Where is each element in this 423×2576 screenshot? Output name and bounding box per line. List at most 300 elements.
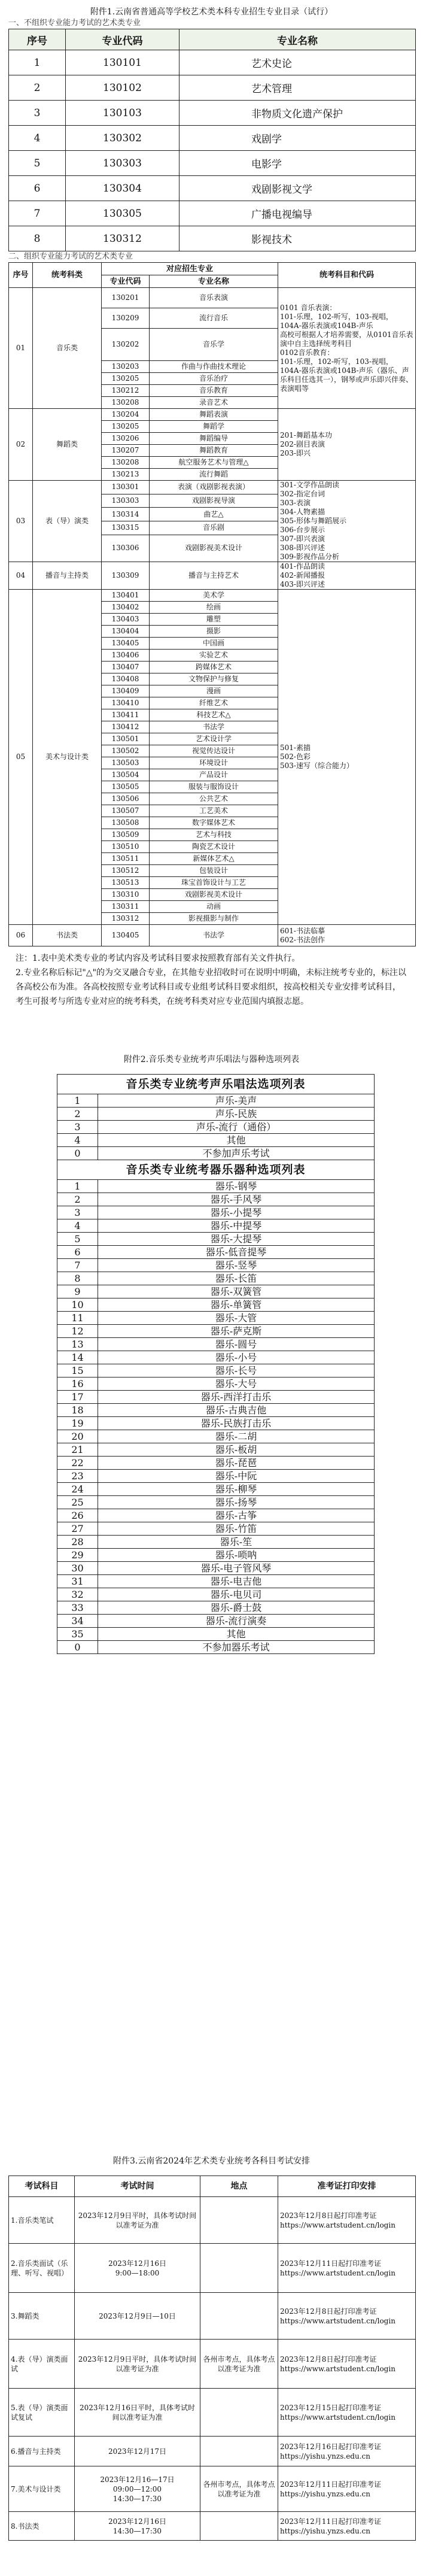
- table-header-row: [9, 2176, 416, 2197]
- major-code: 130303: [66, 151, 179, 176]
- option-no: 15: [57, 1364, 98, 1377]
- list-item: [57, 1430, 375, 1443]
- group-no: 01: [9, 288, 33, 409]
- major-code: 130206: [102, 433, 150, 445]
- major-code: 130504: [102, 769, 150, 781]
- table-row: [9, 50, 416, 75]
- major-name: 漫画: [150, 685, 278, 697]
- option-no: 19: [57, 1417, 98, 1430]
- list-item: [57, 1094, 375, 1108]
- exam-majors-table: [8, 262, 416, 946]
- option-name: 器乐-中阮: [98, 1470, 375, 1483]
- major-name: 美术学: [150, 590, 278, 602]
- table-row: [9, 176, 416, 201]
- major-code: 130208: [102, 397, 150, 409]
- major-name: 音乐学: [150, 329, 278, 361]
- list-item: [57, 1351, 375, 1364]
- group-no: 05: [9, 590, 33, 925]
- table-row: [9, 2466, 416, 2512]
- list-item: [57, 1628, 375, 1641]
- major-name: 新媒体艺术△: [150, 853, 278, 865]
- option-no: 0: [57, 1641, 98, 1654]
- option-name: 器乐-流行演奏: [98, 1615, 375, 1628]
- major-code: 130101: [66, 50, 179, 75]
- exam-subjects: 401-作品朗读 402-新闻播报 403-即兴评述: [278, 562, 416, 590]
- major-code: 130506: [102, 793, 150, 805]
- major-code: 130507: [102, 805, 150, 817]
- admission-ticket: 2023年12月8日起打印准考证 https://www.artstudent.cn/login: [278, 2293, 416, 2340]
- exam-subject: 8.书法类: [9, 2512, 75, 2541]
- table-row: [9, 101, 416, 126]
- list-item: [57, 1180, 375, 1193]
- group-no: 02: [9, 409, 33, 481]
- list-item: [57, 1615, 375, 1628]
- option-no: 7: [57, 1259, 98, 1272]
- major-name: 戏剧影视美术设计: [150, 889, 278, 901]
- list-item: [57, 1312, 375, 1325]
- major-name: 书法学: [150, 721, 278, 733]
- option-name: 器乐-古典吉他: [98, 1404, 375, 1417]
- major-name: 戏剧学: [179, 126, 416, 151]
- header-admission-ticket: 准考证打印安排: [278, 2176, 416, 2197]
- exam-place: [200, 2437, 278, 2466]
- major-name: 公共艺术: [150, 793, 278, 805]
- admission-ticket: 2023年12月8日起打印准考证 https://www.artstudent.cn/login: [278, 2340, 416, 2389]
- major-name: 播音与主持艺术: [150, 562, 278, 590]
- major-name: 流行舞蹈: [150, 469, 278, 481]
- list-item: [57, 1233, 375, 1246]
- major-name: 作曲与作曲技术理论: [150, 361, 278, 373]
- option-no: 18: [57, 1404, 98, 1417]
- major-code: 130503: [102, 757, 150, 769]
- list-item: [57, 1134, 375, 1147]
- major-code: 130203: [102, 361, 150, 373]
- row-no: 5: [9, 151, 66, 176]
- major-code: 130102: [66, 75, 179, 101]
- part-2-label: 二、组织专业能力考试的艺术类专业: [8, 252, 133, 261]
- option-no: 17: [57, 1391, 98, 1404]
- header-exam: 统考科目和代码: [278, 263, 416, 288]
- major-name: 舞蹈学: [150, 421, 278, 433]
- exam-time: 2023年12月16日 14:30—17:30: [75, 2512, 200, 2541]
- option-no: 25: [57, 1496, 98, 1509]
- list-item: [57, 1536, 375, 1549]
- major-name: 包装设计: [150, 865, 278, 877]
- table-row: [9, 2340, 416, 2389]
- major-code: 130303: [102, 494, 150, 508]
- major-code: 130411: [102, 709, 150, 721]
- major-name: 舞蹈编导: [150, 433, 278, 445]
- header-name: 专业名称: [150, 275, 278, 288]
- exam-category: 书法类: [33, 925, 102, 946]
- major-code: 130213: [102, 469, 150, 481]
- row-no: 8: [9, 226, 66, 251]
- major-code: 130315: [102, 521, 150, 535]
- major-code: 130301: [102, 481, 150, 494]
- option-name: 器乐-钢琴: [98, 1180, 375, 1193]
- table-row: [9, 590, 416, 602]
- major-code: 130205: [102, 421, 150, 433]
- list-item: [57, 1588, 375, 1601]
- option-no: 28: [57, 1536, 98, 1549]
- exam-time: 2023年12月17日: [75, 2437, 200, 2466]
- option-no: 2: [57, 1108, 98, 1121]
- major-name: 珠宝首饰设计与工艺: [150, 877, 278, 889]
- major-code: 130204: [102, 409, 150, 421]
- option-name: 器乐-手风琴: [98, 1193, 375, 1206]
- list-item: [57, 1272, 375, 1285]
- option-no: 3: [57, 1206, 98, 1219]
- admission-ticket: 2023年12月15日起打印准考证 https://www.artstudent.cn/login: [278, 2389, 416, 2437]
- option-name: 器乐-琵琶: [98, 1457, 375, 1470]
- option-no: 1: [57, 1180, 98, 1193]
- exam-subject: 2.音乐类面试（乐理、听写、视唱）: [9, 2244, 75, 2293]
- table-row: [9, 2293, 416, 2340]
- major-code: 130208: [102, 457, 150, 469]
- exam-time: 2023年12月9日平时，具体考试时间以准考证为准: [75, 2197, 200, 2244]
- major-name: 雕塑: [150, 614, 278, 626]
- option-name: 器乐-长笛: [98, 1272, 375, 1285]
- table-row: [9, 2197, 416, 2244]
- group-no: 04: [9, 562, 33, 590]
- major-code: 130311: [102, 901, 150, 913]
- major-code: 130103: [66, 101, 179, 126]
- major-name: 科技艺术△: [150, 709, 278, 721]
- major-name: 舞蹈教育: [150, 445, 278, 457]
- table-row: [9, 409, 416, 421]
- major-code: 130509: [102, 829, 150, 841]
- exam-subjects: 601-书法临摹 602-书法创作: [278, 925, 416, 946]
- exam-subjects: 301-文学作品朗读 302-指定台词 303-表演 304-人物素描 305-形体与舞蹈展示 306-台步展示 307-即兴表演 308-即兴评述 309-影视作品分析: [278, 481, 416, 562]
- admission-ticket: 2023年12月11日起打印准考证 https://yishu.ynzs.edu.cn: [278, 2512, 416, 2541]
- major-code: 130409: [102, 685, 150, 697]
- option-no: 22: [57, 1457, 98, 1470]
- list-item: [57, 1496, 375, 1509]
- option-no: 35: [57, 1628, 98, 1641]
- option-no: 5: [57, 1233, 98, 1246]
- option-name: 器乐-电子管风琴: [98, 1562, 375, 1575]
- major-name: 中国画: [150, 638, 278, 650]
- exam-subjects: 0101 音乐表演： 101-乐理，102-听写，103-视唱，104A-器乐表演或104B-声乐 高校可根据人才培养需要，从0101音乐表演中自主选择统考科目 0102音乐教育： 101-乐理，102-听写，103-视唱，104A-器乐表演或104B-声乐（器乐、声乐科目任选其一），钢琴或声乐即兴伴奏、表演唱等: [278, 288, 416, 409]
- option-name: 器乐-圆号: [98, 1338, 375, 1351]
- exam-category: 表（导）演类: [33, 481, 102, 562]
- row-no: 6: [9, 176, 66, 201]
- header-category: 统考科类: [33, 263, 102, 288]
- list-item: [57, 1470, 375, 1483]
- major-name: 非物质文化遗产保护: [179, 101, 416, 126]
- list-item: [57, 1404, 375, 1417]
- list-item: [57, 1483, 375, 1496]
- option-name: 器乐-古筝: [98, 1509, 375, 1522]
- list-item: [57, 1193, 375, 1206]
- block-header-row: [57, 1075, 375, 1094]
- option-name: 器乐-长号: [98, 1364, 375, 1377]
- header-subject: 考试科目: [9, 2176, 75, 2197]
- major-code: 130305: [66, 201, 179, 226]
- option-name: 器乐-双簧管: [98, 1285, 375, 1298]
- major-name: 录音艺术: [150, 397, 278, 409]
- major-code: 130212: [102, 385, 150, 397]
- major-code: 130404: [102, 626, 150, 638]
- option-name: 器乐-低音提琴: [98, 1246, 375, 1259]
- list-item: [57, 1147, 375, 1160]
- group-no: 06: [9, 925, 33, 946]
- major-name: 绘画: [150, 602, 278, 614]
- list-item: [57, 1364, 375, 1377]
- option-name: 器乐-中提琴: [98, 1219, 375, 1233]
- major-code: 130502: [102, 745, 150, 757]
- major-name: 艺术史论: [179, 50, 416, 75]
- list-item: [57, 1601, 375, 1615]
- major-code: 130312: [66, 226, 179, 251]
- major-code: 130209: [102, 308, 150, 329]
- option-no: 12: [57, 1325, 98, 1338]
- option-no: 13: [57, 1338, 98, 1351]
- option-no: 10: [57, 1298, 98, 1312]
- row-no: 1: [9, 50, 66, 75]
- option-no: 34: [57, 1615, 98, 1628]
- option-no: 9: [57, 1285, 98, 1298]
- row-no: 7: [9, 201, 66, 226]
- list-item: [57, 1509, 375, 1522]
- major-code: 130401: [102, 590, 150, 602]
- option-no: 3: [57, 1121, 98, 1134]
- major-code: 130505: [102, 781, 150, 793]
- exam-place: [200, 2244, 278, 2293]
- major-name: 曲艺△: [150, 508, 278, 521]
- major-name: 产品设计: [150, 769, 278, 781]
- part-1-label: 一、不组织专业能力考试的艺术类专业: [8, 19, 141, 28]
- major-name: 服装与服饰设计: [150, 781, 278, 793]
- major-code: 130407: [102, 662, 150, 673]
- option-name: 不参加声乐考试: [98, 1147, 375, 1160]
- major-code: 130309: [102, 562, 150, 590]
- table-row: [9, 925, 416, 946]
- exam-place: 各州市考点，具体考点以准考证为准: [200, 2466, 278, 2512]
- major-name: 广播电视编导: [179, 201, 416, 226]
- row-no: 4: [9, 126, 66, 151]
- list-item: [57, 1417, 375, 1430]
- option-name: 器乐-笙: [98, 1536, 375, 1549]
- option-name: 器乐-电吉他: [98, 1575, 375, 1588]
- option-no: 29: [57, 1549, 98, 1562]
- table-row: [9, 2244, 416, 2293]
- table-header-row: [9, 29, 416, 50]
- list-item: [57, 1108, 375, 1121]
- list-item: [57, 1377, 375, 1391]
- table-row: [9, 201, 416, 226]
- list-item: [57, 1285, 375, 1298]
- option-no: 23: [57, 1470, 98, 1483]
- exam-subject: 6.播音与主持类: [9, 2437, 75, 2466]
- instrument-list-section: [0, 1054, 423, 1654]
- table-row: [9, 75, 416, 101]
- option-no: 26: [57, 1509, 98, 1522]
- major-name: 摄影: [150, 626, 278, 638]
- option-no: 33: [57, 1601, 98, 1615]
- exam-time: 2023年12月16—17日 09:00—12:00 14:30—17:30: [75, 2466, 200, 2512]
- header-major: 对应招生专业: [102, 263, 278, 275]
- major-name: 视觉传达设计: [150, 745, 278, 757]
- notes-block: [0, 946, 423, 1009]
- option-name: 器乐-竖琴: [98, 1259, 375, 1272]
- vocal-instrument-table: [57, 1074, 375, 1654]
- attachment-3-title: 附件3.云南省2024年艺术类专业统考各科目考试安排: [113, 2156, 310, 2166]
- major-code: 130312: [102, 913, 150, 925]
- list-item: [57, 1325, 375, 1338]
- admission-ticket: 2023年12月11日起打印准考证 https://yishu.ynzs.edu.cn: [278, 2466, 416, 2512]
- table-row: [9, 481, 416, 494]
- exam-place: [200, 2293, 278, 2340]
- row-no: 2: [9, 75, 66, 101]
- list-item: [57, 1522, 375, 1536]
- major-code: 130202: [102, 329, 150, 361]
- option-name: 器乐-二胡: [98, 1430, 375, 1443]
- major-name: 戏剧影视文学: [179, 176, 416, 201]
- option-name: 不参加器乐考试: [98, 1641, 375, 1654]
- exam-category: 美术与设计类: [33, 590, 102, 925]
- option-no: 16: [57, 1377, 98, 1391]
- option-name: 器乐-唢呐: [98, 1549, 375, 1562]
- major-code: 130412: [102, 721, 150, 733]
- table-row: [9, 288, 416, 308]
- major-name: 艺术设计学: [150, 733, 278, 745]
- attachment-1-title: 附件1.云南省普通高等学校艺术类本科专业招生专业目录（试行）: [90, 7, 333, 17]
- option-name: 声乐-民族: [98, 1108, 375, 1121]
- block-header-row: [57, 1160, 375, 1180]
- admission-ticket: 2023年12月8日起打印准考证 https://www.artstudent.cn/login: [278, 2197, 416, 2244]
- option-no: 24: [57, 1483, 98, 1496]
- major-name: 表演（戏剧影视表演）: [150, 481, 278, 494]
- header-no: 序号: [9, 263, 33, 288]
- option-name: 器乐-民族打击乐: [98, 1417, 375, 1430]
- option-no: 14: [57, 1351, 98, 1364]
- exam-subject: 5.表（导）演类面试复试: [9, 2389, 75, 2437]
- option-name: 器乐-大提琴: [98, 1233, 375, 1246]
- list-item: [57, 1562, 375, 1575]
- option-name: 其他: [98, 1628, 375, 1641]
- list-item: [57, 1219, 375, 1233]
- exam-subject: 1.音乐类笔试: [9, 2197, 75, 2244]
- option-no: 20: [57, 1430, 98, 1443]
- option-name: 器乐-小提琴: [98, 1206, 375, 1219]
- list-item: [57, 1121, 375, 1134]
- list-item: [57, 1443, 375, 1457]
- major-code: 130205: [102, 373, 150, 385]
- header-code: 专业代码: [102, 275, 150, 288]
- exam-majors-section: [0, 251, 423, 1009]
- major-name: 动画: [150, 901, 278, 913]
- major-code: 130314: [102, 508, 150, 521]
- exam-category: 播音与主持类: [33, 562, 102, 590]
- major-name: 戏剧影视美术设计: [150, 535, 278, 562]
- major-name: 音乐剧: [150, 521, 278, 535]
- option-name: 器乐-大管: [98, 1312, 375, 1325]
- option-name: 器乐-柳琴: [98, 1483, 375, 1496]
- option-name: 其他: [98, 1134, 375, 1147]
- exam-subjects: 201-舞蹈基本功 202-剧目表演 203-即兴: [278, 409, 416, 481]
- row-no: 3: [9, 101, 66, 126]
- major-name: 艺术与科技: [150, 829, 278, 841]
- exam-time: 2023年12月16日 9:00—18:00: [75, 2244, 200, 2293]
- exam-place: [200, 2389, 278, 2437]
- table-row: [9, 226, 416, 251]
- group-no: 03: [9, 481, 33, 562]
- exam-subject: 7.美术与设计类: [9, 2466, 75, 2512]
- option-no: 30: [57, 1562, 98, 1575]
- note-line: 注：1.表中美术类专业的考试内容及考试科目要求按照教育部有关文件执行。: [16, 954, 300, 963]
- major-name: 环境设计: [150, 757, 278, 769]
- header-no: 序号: [9, 29, 66, 50]
- exam-schedule-section: [0, 2155, 423, 2541]
- option-no: 11: [57, 1312, 98, 1325]
- admission-ticket: 2023年12月11日起打印准考证 https://www.artstudent.cn/login: [278, 2244, 416, 2293]
- exam-time: 2023年12月9日—10日: [75, 2293, 200, 2340]
- major-name: 影视摄影与制作: [150, 913, 278, 925]
- list-item: [57, 1457, 375, 1470]
- major-name: 数字媒体艺术: [150, 817, 278, 829]
- table-row: [9, 2389, 416, 2437]
- table-row: [9, 562, 416, 590]
- exam-time: 2023年12月9日平时，具体考试时间以准考证为准: [75, 2340, 200, 2389]
- list-item: [57, 1298, 375, 1312]
- exam-schedule-table: [8, 2176, 416, 2541]
- admission-ticket: 2023年12月16日起打印准考证 https://yishu.ynzs.edu.cn: [278, 2437, 416, 2466]
- exam-subjects: 501-素描 502-色彩 503-速写（综合能力）: [278, 590, 416, 925]
- major-name: 文物保护与修复: [150, 673, 278, 685]
- list-item: [57, 1338, 375, 1351]
- exam-subject: 4.表（导）演类面试: [9, 2340, 75, 2389]
- note-line: 2.专业名称后标记"△"的为交叉融合专业，在其他专业招收时可在说明中明确，未标注统考专业的，标注以各高校公布为准。各高校按照专业考试科目或专业组考试科目要求组织，按高校相关专业安排考试科目，考生可报考与所选专业对应的统考科类，在统考科类对应专业范围内填报志愿。: [16, 968, 407, 1006]
- option-no: 6: [57, 1246, 98, 1259]
- option-name: 器乐-西洋打击乐: [98, 1391, 375, 1404]
- major-name: 工艺美术: [150, 805, 278, 817]
- option-name: 器乐-大号: [98, 1377, 375, 1391]
- major-name: 跨媒体艺术: [150, 662, 278, 673]
- exam-category: 舞蹈类: [33, 409, 102, 481]
- option-name: 器乐-竹笛: [98, 1522, 375, 1536]
- major-code: 130501: [102, 733, 150, 745]
- major-name: 戏剧影视导演: [150, 494, 278, 508]
- option-no: 21: [57, 1443, 98, 1457]
- table-header-row: [9, 263, 416, 275]
- option-name: 器乐-小号: [98, 1351, 375, 1364]
- major-name: 影视技术: [179, 226, 416, 251]
- list-item: [57, 1206, 375, 1219]
- major-code: 130310: [102, 889, 150, 901]
- option-name: 器乐-扬琴: [98, 1496, 375, 1509]
- option-name: 器乐-爵士鼓: [98, 1601, 375, 1615]
- exam-place: [200, 2197, 278, 2244]
- list-item: [57, 1641, 375, 1654]
- option-no: 2: [57, 1193, 98, 1206]
- option-no: 4: [57, 1219, 98, 1233]
- option-name: 器乐-板胡: [98, 1443, 375, 1457]
- major-name: 音乐教育: [150, 385, 278, 397]
- option-name: 器乐-萨克斯: [98, 1325, 375, 1338]
- option-no: 32: [57, 1588, 98, 1601]
- table-row: [9, 2512, 416, 2541]
- option-name: 器乐-电贝司: [98, 1588, 375, 1601]
- major-name: 书法学: [150, 925, 278, 946]
- catalog-section: [0, 6, 423, 251]
- major-name: 音乐表演: [150, 288, 278, 308]
- major-name: 纤维艺术: [150, 697, 278, 709]
- major-code: 130201: [102, 288, 150, 308]
- major-code: 130302: [66, 126, 179, 151]
- major-code: 130513: [102, 877, 150, 889]
- major-name: 陶瓷艺术设计: [150, 841, 278, 853]
